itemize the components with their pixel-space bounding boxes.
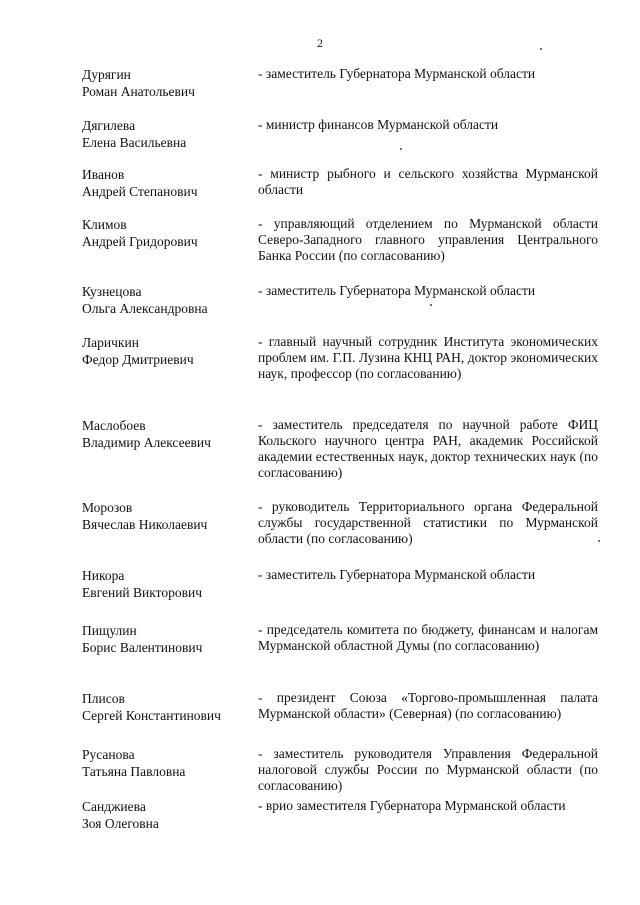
- scan-speck: [540, 48, 542, 50]
- member-surname: Пищулин: [82, 623, 137, 638]
- member-name: Зоя Олеговна: [82, 816, 159, 831]
- member-position: - управляющий отделением по Мурманской области Северо-Западного главного управления Центрального Банка России (по согласованию): [258, 216, 598, 263]
- member-surname: Дурягин: [82, 67, 131, 82]
- member-person: [82, 66, 252, 100]
- member-position: - заместитель Губернатора Мурманской области: [258, 567, 536, 582]
- member-person: [82, 334, 252, 368]
- member-position: - председатель комитета по бюджету, финансам и налогам Мурманской областной Думы (по согласованию): [258, 622, 598, 653]
- member-name: Борис Валентинович: [82, 640, 203, 655]
- member-position: - заместитель председателя по научной работе ФИЦ Кольского научного центра РАН, академик Российской академии естественных наук, доктор технических наук (по согласованию): [258, 417, 598, 480]
- member-name: Владимир Алексеевич: [82, 435, 211, 450]
- member-surname: Дягилева: [82, 118, 136, 133]
- member-name: Федор Дмитриевич: [82, 352, 194, 367]
- member-name: Роман Анатольевич: [82, 84, 195, 99]
- scan-speck: [400, 148, 402, 150]
- member-person: [82, 622, 252, 656]
- scan-speck: [598, 540, 600, 542]
- member-person: [82, 746, 252, 780]
- member-position: - президент Союза «Торгово-промышленная палата Мурманской области» (Северная) (по согласованию): [258, 690, 598, 721]
- member-surname: Морозов: [82, 500, 133, 515]
- member-position: - главный научный сотрудник Института экономических проблем им. Г.П. Лузина КНЦ РАН, доктор экономических наук, профессор (по согласованию): [258, 334, 598, 381]
- member-position: - врио заместителя Губернатора Мурманской области: [258, 798, 566, 813]
- member-position: - заместитель руководителя Управления Федеральной налоговой службы России по Мурманской области (по согласованию): [258, 746, 598, 793]
- member-name: Татьяна Павловна: [82, 764, 186, 779]
- member-person: [82, 567, 252, 601]
- member-name: Ольга Александровна: [82, 301, 208, 316]
- member-person: [82, 166, 252, 200]
- member-name: Андрей Степанович: [82, 184, 198, 199]
- member-surname: Санджиева: [82, 799, 146, 814]
- member-person: [82, 216, 252, 250]
- member-surname: Иванов: [82, 167, 125, 182]
- member-surname: Ларичкин: [82, 335, 139, 350]
- member-position: - министр финансов Мурманской области: [258, 117, 499, 132]
- member-surname: Маслобоев: [82, 418, 146, 433]
- member-name: Андрей Гридорович: [82, 234, 198, 249]
- member-person: [82, 798, 252, 832]
- scan-speck: [430, 304, 432, 306]
- member-position: - заместитель Губернатора Мурманской области: [258, 283, 536, 298]
- member-name: Сергей Константинович: [82, 708, 221, 723]
- member-person: [82, 690, 252, 724]
- member-surname: Кузнецова: [82, 284, 142, 299]
- member-surname: Плисов: [82, 691, 125, 706]
- member-person: [82, 283, 252, 317]
- member-surname: Климов: [82, 217, 127, 232]
- member-position: - руководитель Территориального органа Федеральной службы государственной статистики по Мурманской области (по согласованию): [258, 499, 598, 546]
- member-surname: Русанова: [82, 747, 135, 762]
- member-name: Евгений Викторович: [82, 585, 202, 600]
- page-number: 2: [317, 36, 323, 50]
- member-person: [82, 417, 252, 451]
- member-name: Елена Васильевна: [82, 135, 187, 150]
- member-position: - заместитель Губернатора Мурманской области: [258, 66, 536, 81]
- member-surname: Никора: [82, 568, 125, 583]
- member-person: [82, 117, 252, 151]
- member-person: [82, 499, 252, 533]
- member-name: Вячеслав Николаевич: [82, 517, 208, 532]
- member-position: - министр рыбного и сельского хозяйства Мурманской области: [258, 166, 598, 197]
